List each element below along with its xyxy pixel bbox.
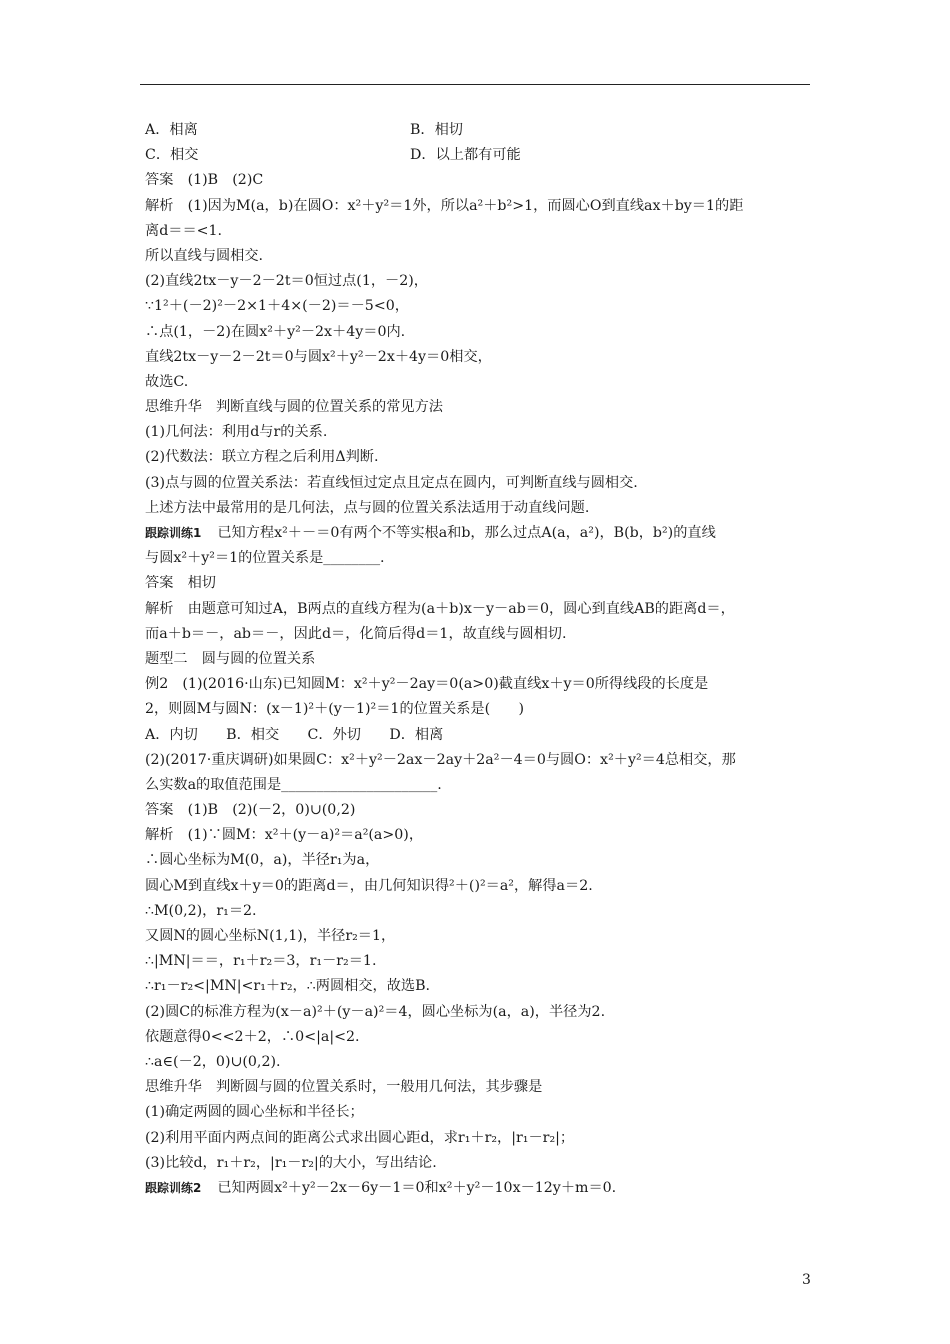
practice-label: 跟踪训练2 [145, 1180, 202, 1195]
text-line: 故选C. [145, 373, 189, 390]
text-line: 解析 由题意可知过A，B两点的直线方程为(a＋b)x－y－ab＝0，圆心到直线AB的距离d＝， [145, 600, 735, 617]
text-line: (2)利用平面内两点间的距离公式求出圆心距d，求r₁＋r₂，|r₁－r₂|； [145, 1129, 575, 1146]
text-line: ∴|MN|＝＝，r₁＋r₂＝3，r₁－r₂＝1. [145, 953, 377, 970]
text-line: 而a＋b＝－，ab＝－，因此d＝，化简后得d＝1，故直线与圆相切. [145, 625, 567, 642]
text-line: ∴点(1，－2)在圆x²＋y²－2x＋4y＝0内. [145, 323, 406, 340]
practice-text: 已知方程x²＋－＝0有两个不等实根a和b，那么过点A(a，a²)，B(b，b²)的直线 [217, 525, 716, 541]
header-rule [140, 84, 810, 85]
text-line: (1)几何法：利用d与r的关系. [145, 424, 328, 441]
text-line: 又圆N的圆心坐标N(1,1)，半径r₂＝1， [145, 928, 396, 944]
page-content [145, 118, 813, 1201]
text-line: 解析 (1)∵圆M：x²＋(y－a)²＝a²(a>0)， [145, 827, 424, 844]
text-line: (1)确定两圆的圆心坐标和半径长； [145, 1104, 364, 1121]
text-line: 答案 相切 [145, 575, 216, 592]
text-line: 答案 (1)B (2)C [145, 172, 264, 189]
text-line: 直线2tx－y－2－2t＝0与圆x²＋y²－2x＋4y＝0相交， [145, 348, 492, 365]
text-line: (2)直线2tx－y－2－2t＝0恒过点(1，－2)， [145, 273, 428, 290]
text-line: A．内切 B．相交 C．外切 D．相离 [145, 726, 444, 743]
text-line: 所以直线与圆相交. [145, 247, 264, 264]
text-line: 依题意得0<<2＋2，∴0<|a|<2. [145, 1028, 360, 1045]
practice-text: 已知两圆x²＋y²－2x－6y－1＝0和x²＋y²－10x－12y＋m＝0. [217, 1179, 617, 1196]
text-line: (2)(2017·重庆调研)如果圆C：x²＋y²－2ax－2ay＋2a²－4＝0与圆O：x²＋y²＝4总相交，那 [145, 751, 736, 768]
option-c: C．相交 [145, 147, 199, 164]
text-line: (2)代数法：联立方程之后利用Δ判断. [145, 449, 379, 466]
page-number: 3 [802, 1272, 811, 1288]
text-line: 上述方法中最常用的是几何法，点与圆的位置关系法适用于动直线问题. [145, 499, 590, 516]
practice-label: 跟踪训练1 [145, 526, 202, 540]
text-line: ∴圆心坐标为M(0，a)，半径r₁为a， [145, 852, 380, 869]
text-line: (3)比较d，r₁＋r₂，|r₁－r₂|的大小，写出结论. [145, 1154, 437, 1171]
practice-2 [145, 1176, 813, 1201]
text-line: ∴a∈(－2，0)∪(0,2). [145, 1053, 281, 1070]
option-row [145, 118, 813, 143]
text-line: 解析 (1)因为M(a，b)在圆O：x²＋y²＝1外，所以a²＋b²>1，而圆心O到直线ax＋by＝1的距 [145, 197, 744, 214]
text-line: 例2 (1)(2016·山东)已知圆M：x²＋y²－2ay＝0(a>0)截直线x＋y＝0所得线段的长度是 [145, 676, 709, 693]
text-line: 思维升华 判断圆与圆的位置关系时，一般用几何法，其步骤是 [145, 1079, 543, 1096]
text-line: 2，则圆M与圆N：(x－1)²＋(y－1)²＝1的位置关系是( ) [145, 701, 525, 718]
text-line: 思维升华 判断直线与圆的位置关系的常见方法 [145, 399, 443, 416]
text-line: 与圆x²＋y²＝1的位置关系是________. [145, 550, 385, 567]
text-line: ∵1²＋(－2)²－2×1＋4×(－2)＝－5<0， [145, 298, 409, 315]
text-line: ∴M(0,2)，r₁＝2. [145, 902, 257, 919]
text-line: (3)点与圆的位置关系法：若直线恒过定点且定点在圆内，可判断直线与圆相交. [145, 474, 638, 491]
option-b: B．相切 [410, 122, 463, 138]
text-line: 答案 (1)B (2)(－2，0)∪(0,2) [145, 802, 356, 819]
practice-1 [145, 521, 813, 546]
text-line: (2)圆C的标准方程为(x－a)²＋(y－a)²＝4，圆心坐标为(a，a)，半径为2. [145, 1003, 606, 1020]
text-line: ∴r₁－r₂<|MN|<r₁＋r₂，∴两圆相交，故选B. [145, 978, 431, 995]
text-line: 么实数a的取值范围是______________________. [145, 776, 442, 793]
option-d: D．以上都有可能 [410, 147, 521, 164]
text-line: 圆心M到直线x＋y＝0的距离d＝，由几何知识得²＋()²＝a²，解得a＝2. [145, 877, 593, 894]
text-line: 题型二 圆与圆的位置关系 [145, 650, 316, 667]
option-a: A．相离 [145, 122, 198, 138]
option-row [145, 143, 813, 168]
text-line: 离d＝＝<1. [145, 222, 223, 239]
